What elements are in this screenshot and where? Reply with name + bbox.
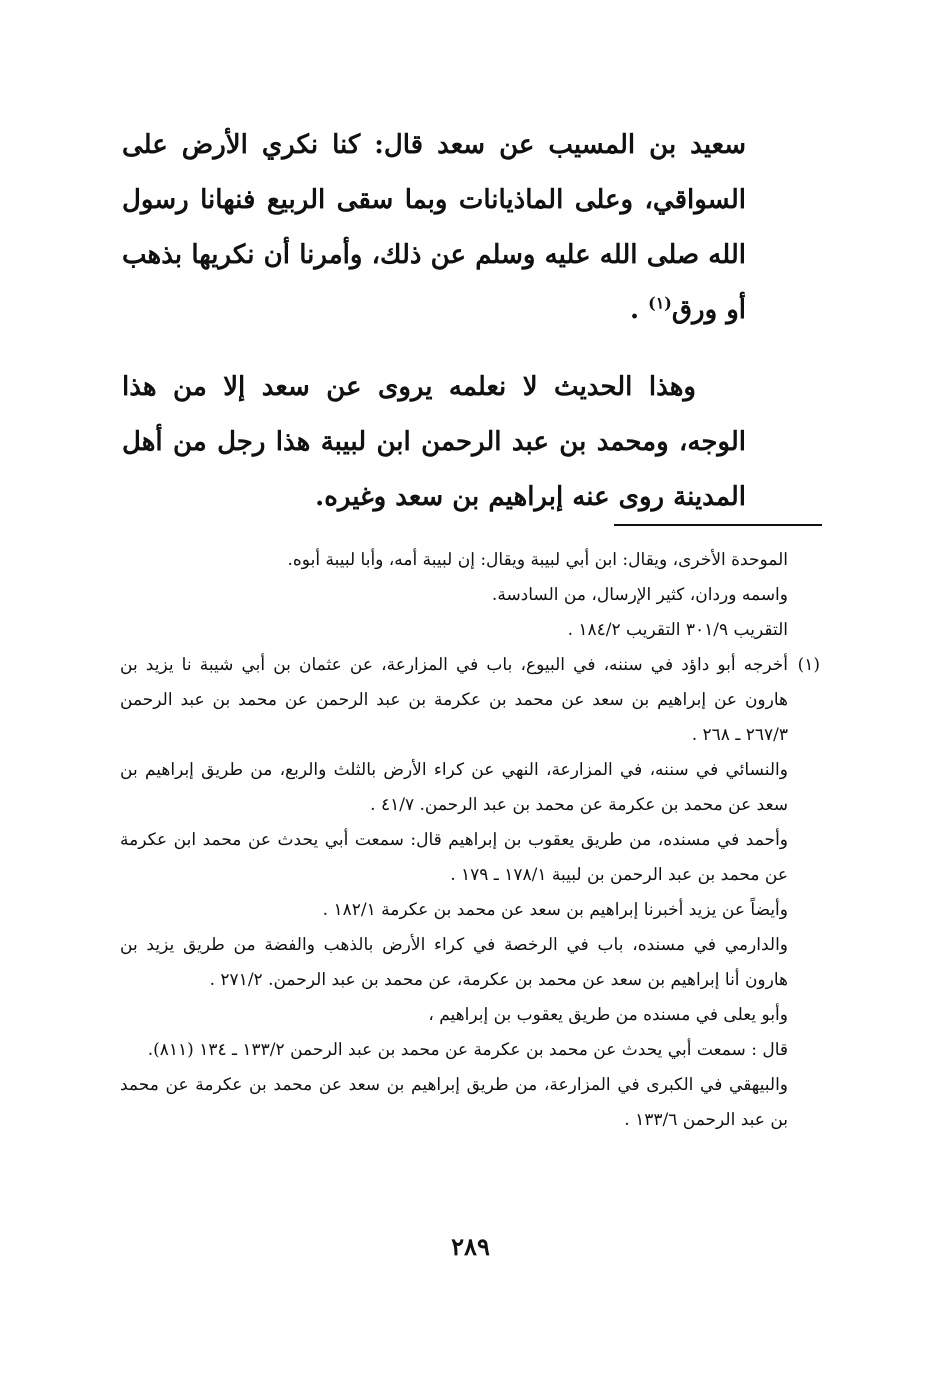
footnote-continued-line-1: الموحدة الأخرى، ويقال: ابن أبي لبيبة ويقال: إن لبيبة أمه، وأبا لبيبة أبوه. bbox=[287, 550, 788, 570]
footnote-1-entry-4: وأيضاً عن يزيد أخبرنا إبراهيم بن سعد عن محمد بن عكرمة ١٨٢/١ . bbox=[322, 900, 788, 920]
footnote-1-entry-5: والدارمي في مسنده، باب في الرخصة في كراء الأرض بالذهب والفضة من طريق يزيد بن هارون أنا إبراهيم بن سعد عن محمد بن عكرمة، عن محمد بن عبد الرحمن. ٢٧١/٢ . bbox=[120, 935, 788, 990]
main-text bbox=[122, 118, 746, 525]
footnote-separator bbox=[614, 524, 822, 526]
footnote-1-entry-1 bbox=[120, 648, 820, 753]
footnote-1-entry-6: وأبو يعلى في مسنده من طريق يعقوب بن إبراهيم ، bbox=[428, 1005, 788, 1025]
footnote-1-entry-2: والنسائي في سننه، في المزارعة، النهي عن كراء الأرض بالثلث والربع، من طريق إبراهيم بن سعد عن محمد بن عكرمة عن محمد بن عبد الرحمن. ٤١/٧ . bbox=[120, 760, 788, 815]
main-paragraph-1 bbox=[122, 118, 746, 338]
footnotes bbox=[120, 543, 820, 1138]
footnote-1-entry-8: والبيهقي في الكبرى في المزارعة، من طريق إبراهيم بن سعد عن محمد بن عكرمة عن محمد بن عبد الرحمن ١٣٣/٦ . bbox=[120, 1075, 788, 1130]
footnote-continued-line-2: واسمه وردان، كثير الإرسال، من السادسة. bbox=[491, 585, 788, 605]
footnote-continued-line-3: التقريب ٣٠١/٩ التقريب ١٨٤/٢ . bbox=[567, 620, 788, 640]
main-paragraph-2: وهذا الحديث لا نعلمه يروى عن سعد إلا من هذا الوجه، ومحمد بن عبد الرحمن ابن لبيبة هذا رجل من أهل المدينة روى عنه إبراهيم بن سعد وغيره. bbox=[122, 372, 746, 512]
main-paragraph-1-text: سعيد بن المسيب عن سعد قال: كنا نكري الأرض على السواقي، وعلى الماذيانات وبما سقى الربيع فنهانا رسول الله صلى الله عليه وسلم عن ذلك، وأمرنا أن نكريها بذهب أو ورق bbox=[122, 130, 746, 325]
footnote-1-marker: (١) bbox=[797, 655, 820, 675]
footnote-1-entry-3: وأحمد في مسنده، من طريق يعقوب بن إبراهيم قال: سمعت أبي يحدث عن محمد ابن عكرمة عن محمد بن عبد الرحمن بن لبيبة ١٧٨/١ ـ ١٧٩ . bbox=[120, 830, 788, 885]
footnote-1-entry-1-text: أخرجه أبو داؤد في سننه، في البيوع، باب في المزارعة، عن عثمان بن أبي شيبة نا يزيد بن هارون عن إبراهيم بن سعد عن محمد بن عكرمة بن عبد الرحمن عن محمد بن عبد الرحمن ٢٦٧/٣ ـ ٢٦٨ . bbox=[120, 655, 788, 745]
page-number: ٢٨٩ bbox=[451, 1232, 490, 1261]
footnote-1-entry-7: قال : سمعت أبي يحدث عن محمد بن عكرمة عن محمد بن عبد الرحمن ١٣٣/٢ ـ ١٣٤ (٨١١). bbox=[147, 1040, 788, 1060]
footnote-reference-1: (١) bbox=[648, 293, 672, 313]
main-paragraph-1-end: . bbox=[630, 295, 640, 325]
